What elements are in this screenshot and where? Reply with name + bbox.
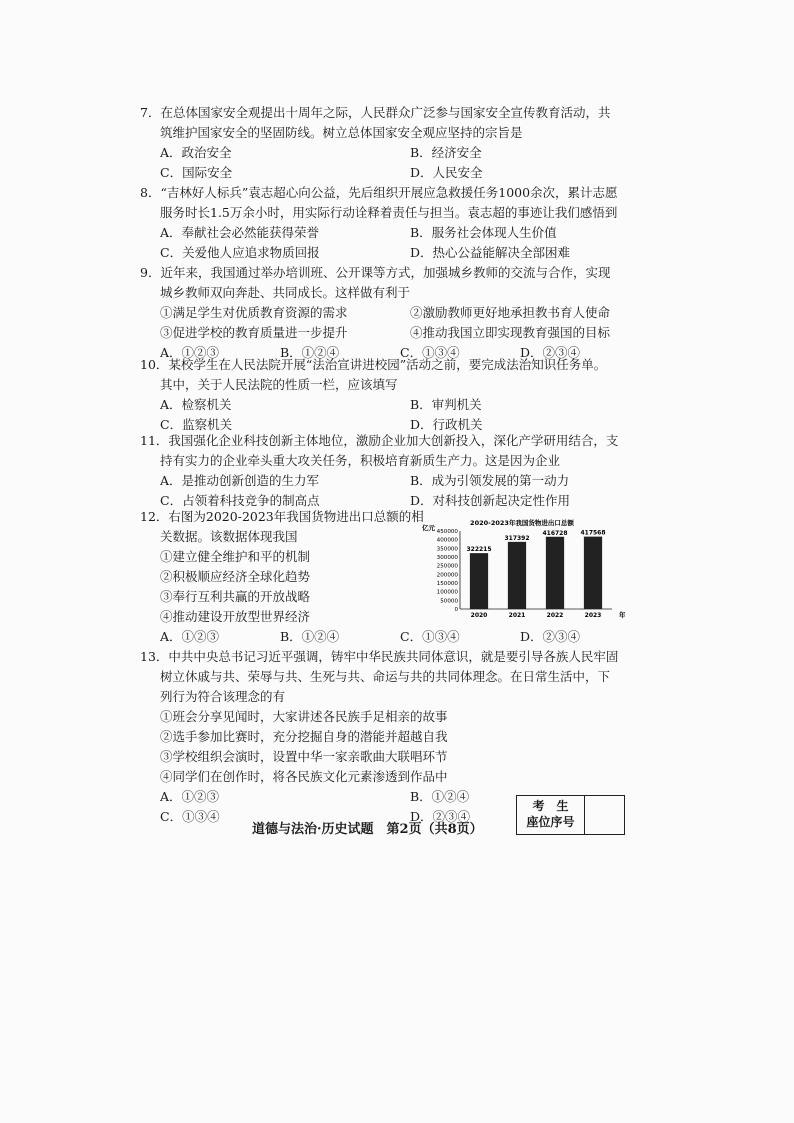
question-10-stem-line-2: 其中，关于人民法院的性质一栏，应该填写	[160, 377, 398, 392]
question-7-stem-line-1: 7．在总体国家安全观提出十周年之际，人民群众广泛参与国家安全宣传教育活动，共	[140, 105, 611, 120]
statement-item: ①建立健全维护和平的机制	[160, 549, 311, 564]
y-tick-label: 150000	[436, 581, 458, 587]
seat-number-label	[517, 796, 585, 834]
option-d[interactable]: D．②③④	[520, 345, 581, 360]
bar-value-label: 322215	[466, 546, 492, 554]
option-b[interactable]: B．审判机关	[410, 397, 482, 412]
question-12-options-block	[140, 627, 640, 647]
bar-chart-svg	[420, 517, 625, 621]
x-tick-label: 2022	[546, 612, 564, 619]
statement-item: ④推动我国立即实现教育强国的目标	[410, 325, 611, 340]
bar	[584, 537, 602, 609]
y-tick-label: 50000	[440, 598, 458, 605]
statement-item: ③促进学校的教育质量进一步提升	[160, 325, 348, 340]
question-11-stem-line-2: 持有实力的企业牵头重大攻关任务，积极培育新质生产力。这是因为企业	[160, 453, 561, 468]
statement-item: ④推动建设开放型世界经济	[160, 609, 311, 624]
question-11-options-row-1	[140, 471, 640, 491]
question-13-stem-line-2: 树立休戚与共、荣辱与共、生死与共、命运与共的共同体理念。在日常生活中，下	[160, 669, 611, 684]
y-tick-label: 100000	[436, 589, 458, 596]
question-9-stem-line-1: 9．近年来，我国通过举办培训班、公开课等方式，加强城乡教师的交流与合作，实现	[140, 265, 611, 280]
seat-label-line-1: 考 生	[532, 799, 569, 813]
option-a[interactable]: A．政治安全	[160, 145, 232, 160]
statement-item: ③奉行互利共赢的开放战略	[160, 589, 311, 604]
option-a[interactable]: A．奉献社会必然能获得荣誉	[160, 225, 320, 240]
statement-item: ②激励教师更好地承担教书育人使命	[410, 305, 611, 320]
option-b[interactable]: B．服务社会体现人生价值	[410, 225, 557, 240]
statement-item: ④同学们在创作时，将各民族文化元素渗透到作品中	[160, 769, 448, 784]
question-7-stem-line-2: 筑维护国家安全的坚固防线。树立总体国家安全观应坚持的宗旨是	[160, 125, 523, 140]
question-8-stem-line-1: 8．“吉林好人标兵”袁志超心向公益，先后组织开展应急救援任务1000余次，累计志愿	[140, 185, 618, 200]
x-tick-label: 2023	[584, 612, 602, 619]
x-tick-label: 2021	[508, 612, 526, 619]
y-tick-label: 350000	[436, 546, 458, 553]
question-10-stem-line-1: 10．某校学生在人民法院开展“法治宣讲进校园”活动之前，要完成法治知识任务单。	[140, 357, 607, 372]
question-9-items-row-1	[140, 303, 640, 323]
statement-item: ②选手参加比赛时，充分挖掘自身的潜能并超越自我	[160, 729, 448, 744]
option-a[interactable]: A．是推动创新创造的生力军	[160, 473, 320, 488]
chart-title: 2020-2023年我国货物进出口总额	[470, 519, 574, 527]
question-7-options-row-2	[140, 163, 640, 183]
y-tick-label: 300000	[436, 555, 458, 561]
bar-value-label: 416728	[542, 529, 568, 537]
option-b[interactable]: B．①②④	[410, 789, 470, 804]
option-c[interactable]: C．占领着科技竞争的制高点	[160, 493, 320, 508]
question-10	[140, 355, 640, 435]
question-8-options-row-2	[140, 243, 640, 263]
y-tick-label: 250000	[436, 563, 458, 570]
option-d[interactable]: D．②③④	[520, 629, 581, 644]
question-11-stem-line-1: 11．我国强化企业科技创新主体地位，激励企业加大创新投入，深化产学研用结合，支	[140, 433, 619, 448]
page-footer: 道德与法治·历史试题 第2页（共8页）	[252, 822, 483, 837]
option-d[interactable]: D．行政机关	[410, 417, 483, 432]
option-d[interactable]: D．②③④	[410, 809, 471, 824]
option-d[interactable]: D．人民安全	[410, 165, 483, 180]
option-c[interactable]: C．国际安全	[160, 165, 233, 180]
question-9	[140, 263, 640, 363]
question-12-options	[140, 627, 640, 647]
question-11	[140, 431, 640, 511]
question-8	[140, 183, 640, 263]
option-c[interactable]: C．监察机关	[160, 417, 233, 432]
trade-volume-chart	[420, 517, 625, 621]
y-tick-label: 200000	[436, 572, 458, 579]
option-a[interactable]: A．①②③	[160, 345, 220, 360]
question-12	[140, 507, 424, 627]
question-8-options-row-1	[140, 223, 640, 243]
question-13-stem-line-3: 列行为符合该理念的有	[160, 689, 286, 704]
option-b[interactable]: B．①②④	[280, 345, 340, 360]
x-tick-label: 2020	[470, 612, 488, 619]
y-tick-label: 450000	[436, 529, 458, 535]
option-b[interactable]: B．经济安全	[410, 145, 482, 160]
option-a[interactable]: A．①②③	[160, 629, 220, 644]
statement-item: ③学校组织会演时，设置中华一家亲歌曲大联唱环节	[160, 749, 448, 764]
question-9-stem-line-2: 城乡教师双向奔赴、共同成长。这样做有利于	[160, 285, 411, 300]
option-b[interactable]: B．①②④	[280, 629, 340, 644]
option-b[interactable]: B．成为引领发展的第一动力	[410, 473, 570, 488]
question-12-stem-line-2: 关数据。该数据体现我国	[160, 529, 298, 544]
seat-label-line-2: 座位序号	[526, 815, 575, 829]
seat-number-box	[516, 795, 625, 835]
option-a[interactable]: A．①②③	[160, 789, 220, 804]
bar-value-label: 417568	[580, 529, 606, 537]
question-8-stem-line-2: 服务时长1.5万余小时，用实际行动诠释着责任与担当。袁志超的事迹让我们感悟到	[160, 205, 618, 220]
bar	[470, 553, 488, 609]
statement-item: ①满足学生对优质教育资源的需求	[160, 305, 348, 320]
question-9-items-row-2	[140, 323, 640, 343]
option-c[interactable]: C．关爱他人应追求物质回报	[160, 245, 320, 260]
option-c[interactable]: C．①③④	[400, 345, 460, 360]
question-12-stem-line-1: 12．右图为2020-2023年我国货物进出口总额的相	[140, 509, 424, 524]
question-13-stem-line-1: 13．中共中央总书记习近平强调，铸牢中华民族共同体意识，就是要引导各族人民牢固	[140, 649, 619, 664]
question-10-options-row-1	[140, 395, 640, 415]
y-tick-label: 400000	[436, 537, 458, 544]
seat-number-field[interactable]	[585, 796, 624, 834]
y-tick-label: 0	[454, 607, 458, 613]
option-a[interactable]: A．检察机关	[160, 397, 232, 412]
option-c[interactable]: C．①③④	[400, 629, 460, 644]
x-axis-label: 年	[619, 611, 625, 619]
statement-item: ①班会分享见闻时，大家讲述各民族手足相亲的故事	[160, 709, 448, 724]
bar	[508, 542, 526, 609]
statement-item: ②积极顺应经济全球化趋势	[160, 569, 311, 584]
question-7-options-row-1	[140, 143, 640, 163]
bar	[546, 537, 564, 609]
option-c[interactable]: C．①③④	[160, 809, 220, 824]
y-axis-label: 亿元	[422, 524, 435, 532]
question-7	[140, 103, 640, 183]
option-d[interactable]: D．对科技创新起决定性作用	[410, 493, 571, 508]
bar-value-label: 317392	[504, 534, 530, 542]
option-d[interactable]: D．热心公益能解决全部困难	[410, 245, 571, 260]
